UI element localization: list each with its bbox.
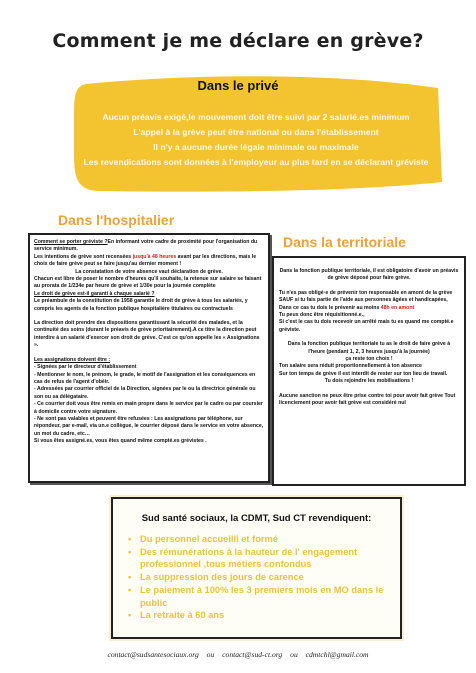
- territoriale-text-part: Sur ton temps de grève il est interdit de rester sur ton lieu de travail.: [279, 370, 448, 377]
- assignation-item: - Adressées par courrier officiel de la Direction, signées par le ou la directrice générale ou son ou sa délégataire.: [34, 386, 256, 400]
- hospitalier-q1: Comment se porter gréviste ?: [34, 239, 108, 245]
- hospitalier-a1: En informant votre cadre de proximité pour l'organisation du service minimum.: [34, 239, 258, 253]
- separator: ou: [206, 650, 215, 659]
- bullet-icon: •: [128, 584, 132, 595]
- territoriale-text-part: Aucune sanction ne peux être prise contre toi pour avoir fait grève Tout licenciement pour avoir fait grève est considéré nul: [279, 392, 456, 407]
- page-title: Comment je me déclare en grève?: [52, 30, 424, 52]
- revendications-list: [128, 533, 394, 622]
- prive-line: Aucun préavis exigé,le mouvement doit être suivi par 2 salarié.es minimum: [102, 112, 410, 122]
- revendication-item: [128, 584, 394, 609]
- hospitalier-text-part: avant par les directions, mais le choix de faire grève peut se faire jusqu'au dernier moment !: [34, 253, 257, 268]
- prive-line: Il n'y a aucune durée légale minimale ou maximale: [153, 142, 359, 152]
- territoriale-text-part: Si c'est le cas tu dois recevoir un arrêté mais tu es quand me compté.e gréviste.: [279, 319, 454, 333]
- email-link[interactable]: contact@sudsantesociaux.org: [107, 650, 199, 659]
- hospitalier-text-part: Les intentions de grève sont recensées: [34, 253, 133, 260]
- hospitalier-q3: Les assignations doivent être :: [34, 356, 111, 363]
- territoriale-text-part: Tu n'es pas obligé·e de prévenir ton responsable en amont de la grève SAUF si tu fais partie de l'aide aux personnes âgées et handicapées,: [279, 289, 453, 304]
- hospitalier-text-part: La constatation de votre absence vaut déclaration de grève.: [75, 268, 223, 275]
- footer-contacts: [0, 650, 476, 659]
- assignation-item: - Mentionner le nom, le prénom, le grade, le motif de l'assignation et les conséquences en cas de refus de l'agent d'obéir.: [34, 371, 256, 385]
- hospitalier-delay-highlight: jusqu'à 48 heures: [132, 253, 177, 260]
- territoriale-text-part: Tu dois rejoindre les mobilisations !: [324, 378, 414, 385]
- revendication-text: La suppression des jours de carence: [140, 572, 304, 583]
- territoriale-text-part: Ton salaire sera réduit proportionnellement à ton absence: [279, 363, 422, 370]
- territoriale-text-part: Tu peux donc être réquisitionné.e.,: [279, 312, 365, 319]
- territoriale-text-part: Dans la fonction publique territoriale tu as le droit de faire grève à l'heure (pendant 1, 2, 3 heures jusqu'à la journée): [287, 341, 451, 355]
- assignation-item: Si vous êtes assigné.es, vous êtes quand même compté.es grévistes .: [34, 438, 207, 445]
- bullet-icon: •: [128, 610, 132, 621]
- hospitalier-a2: Le préambule de la constitution de 1958 garantie le droit de grève à tous les salariés, y compris les agents de la fonction publique hospitalière titulaires ou contractuels: [34, 298, 248, 312]
- prive-lines: [68, 110, 444, 170]
- hospitalier-text: [34, 239, 264, 446]
- assignation-item: - Ce courrier doit vous être remis en main propre dans le service par le cadre ou par coursier à domicile contre votre signature.: [34, 401, 263, 415]
- prive-title: Dans le privé: [197, 78, 279, 93]
- email-link[interactable]: contact@sud-ct.org: [222, 650, 283, 659]
- revendication-item: [128, 533, 394, 546]
- revendication-text: La retraite à 60 ans: [140, 610, 225, 621]
- territoriale-title: Dans la territoriale: [283, 234, 406, 250]
- revendication-text: Du personnel accueilli et formé: [140, 534, 278, 544]
- territoriale-text-part: ça reste ton choix !: [345, 356, 393, 363]
- assignation-item: - Signées par le directeur d'établissement: [34, 364, 137, 371]
- hospitalier-q2: Le droit de grève est-il garanti à chaque salarié ?: [34, 290, 155, 297]
- prive-line: L'appel à la grève peut être national ou dans l'établissement: [133, 127, 379, 137]
- revendications-box: [111, 497, 402, 639]
- revendications-header: Sud santé sociaux, la CDMT, Sud CT revendiquent:: [141, 513, 372, 524]
- revendication-item: [128, 609, 394, 622]
- territoriale-text-part: Dans ce cas tu dois le prévenir au moins: [279, 304, 381, 311]
- bullet-icon: •: [128, 534, 132, 544]
- hospitalier-title: Dans l'hospitalier: [58, 212, 175, 228]
- territoriale-box: [272, 256, 466, 486]
- revendication-item: [128, 571, 394, 584]
- separator: ou: [290, 650, 298, 659]
- hospitalier-text-part: La direction doit prendre des dispositions garantissant la sécurité des malades, et la continuité des soins (durant le préavis de grève prioritairement).A ce titre la direction peut interdire à un salarié d'exercer son droit de grève. C'est ce qu'on appelle les « Assignations ».: [34, 320, 260, 349]
- territoriale-text-part: Dans la fonction publique territoriale, il est obligatoire d'avoir un préavis de grève déposé pour faire grève.: [279, 268, 459, 282]
- bullet-icon: •: [128, 572, 132, 583]
- email-link[interactable]: cdmtchl@gmail.com: [305, 650, 369, 659]
- revendication-text: Le paiement à 100% les 3 premiers mois en MO dans le public: [140, 584, 384, 608]
- prive-line: Les revendications sont données à l'employeur au plus tard en se déclarant gréviste: [83, 157, 429, 167]
- revendication-item: [128, 546, 394, 571]
- territoriale-text: [279, 268, 459, 408]
- bullet-icon: •: [128, 546, 132, 557]
- hospitalier-box: [28, 233, 270, 483]
- assignation-item: - Ne sont pas valables et peuvent être refusées : Les assignations par téléphone, sur répondeur, par e-mail, via un.e collègue, le courrier déposé dans le service en votre absence, un mot du cadre, etc…: [34, 415, 264, 437]
- revendication-text: Des rémunérations à la hauteur de l' engagement professionnel ,tous métiers confondus: [140, 546, 358, 570]
- territoriale-delay-highlight: 48h en amont: [380, 304, 415, 311]
- hospitalier-text-part: Chacun est libre de poser le nombre d'heures qu'il souhaite, la retenue sur salaire se faisant au prorata de 1/234e par heure de grève et 1/30e pour la journée complète: [34, 276, 262, 290]
